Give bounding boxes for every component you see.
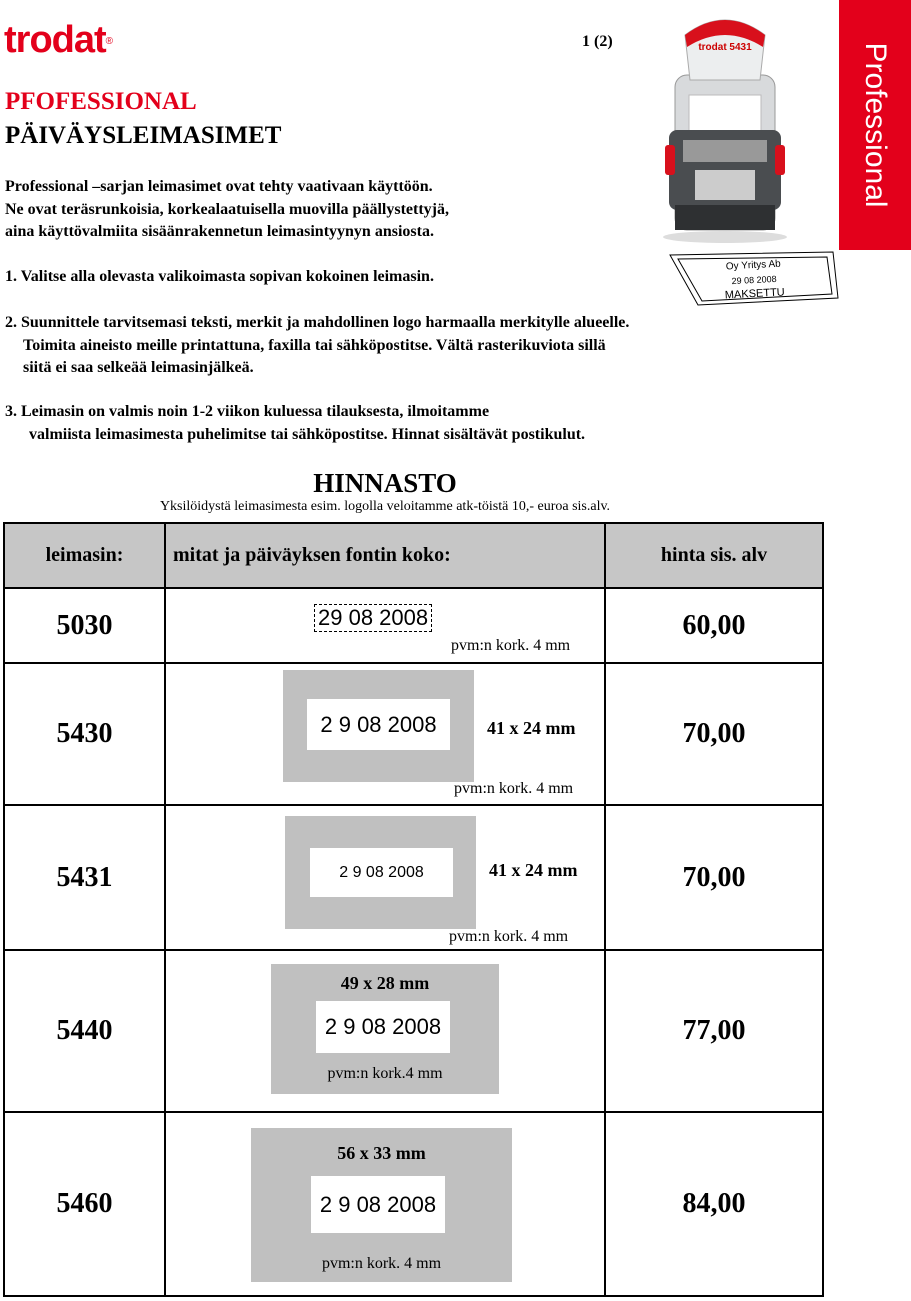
trodat-logo: trodat®	[4, 19, 114, 61]
date-sample: 2 9 08 2008	[310, 848, 453, 897]
model-code: 5460	[4, 1112, 165, 1296]
step-line: Toimita aineisto meille printattuna, faxilla tai sähköpostitse. Vältä rasterikuviota sillä	[23, 336, 606, 354]
professional-side-banner	[839, 0, 911, 250]
table-row	[4, 1112, 823, 1296]
stamp-dimensions: 49 x 28 mm	[340, 973, 430, 993]
step-line: 1. Valitse alla olevasta valikoimasta sopivan kokoinen leimasin.	[5, 268, 434, 285]
sample-date-line: 29 08 2008	[731, 273, 777, 287]
stamp-imprint-sample	[668, 250, 840, 308]
model-code: 5431	[4, 805, 165, 950]
font-height-note: pvm:n kork. 4 mm	[451, 637, 571, 654]
stamp-brand-text: trodat 5431	[698, 42, 752, 53]
intro-line: Professional –sarjan leimasimet ovat tehty vaativaan käyttöön.	[5, 178, 433, 195]
step-line: 2. Suunnittele tarvitsemasi teksti, merkit ja mahdollinen logo harmaalla merkitylle alueelle.	[5, 314, 630, 331]
stamp-dimensions: 41 x 24 mm	[487, 718, 576, 738]
table-row	[4, 950, 823, 1112]
price-table	[3, 522, 824, 1297]
table-row	[4, 805, 823, 950]
dimension-cell	[165, 588, 605, 663]
imprint-area	[283, 670, 474, 782]
price-value: 70,00	[605, 805, 823, 950]
model-code: 5440	[4, 950, 165, 1112]
step-1	[5, 266, 434, 289]
intro-line: aina käyttövalmiita sisäänrakennetun leimasintyynyn ansiosta.	[5, 223, 434, 240]
sample-company-line: Oy Yritys Ab	[725, 258, 781, 273]
column-header-dimensions: mitat ja päiväyksen fontin koko:	[165, 523, 605, 588]
model-code: 5430	[4, 663, 165, 805]
table-header-row	[4, 523, 823, 588]
intro-paragraph	[5, 176, 449, 244]
dimension-cell	[165, 805, 605, 950]
heading-professional: PFOFESSIONAL	[5, 88, 197, 115]
table-row	[4, 663, 823, 805]
price-value: 60,00	[605, 588, 823, 663]
price-value: 70,00	[605, 663, 823, 805]
date-sample: 2 9 08 2008	[307, 699, 450, 750]
date-sample: 2 9 08 2008	[311, 1176, 445, 1233]
font-height-note: pvm:n kork.4 mm	[327, 1065, 443, 1082]
stamp-dimensions: 56 x 33 mm	[337, 1143, 426, 1163]
price-value: 84,00	[605, 1112, 823, 1296]
step-3	[5, 401, 585, 446]
pricelist-title: HINNASTO	[313, 468, 457, 498]
price-value: 77,00	[605, 950, 823, 1112]
imprint-area	[271, 964, 499, 1094]
date-sample: 2 9 08 2008	[316, 1001, 450, 1053]
column-header-model: leimasin:	[4, 523, 165, 588]
stamp-dimensions: 41 x 24 mm	[489, 860, 578, 880]
imprint-area	[285, 816, 476, 929]
step-2	[5, 312, 629, 380]
stamp-product-image	[655, 5, 795, 245]
imprint-area	[251, 1128, 512, 1282]
intro-line: Ne ovat teräsrunkoisia, korkealaatuisella muovilla päällystettyjä,	[5, 200, 449, 218]
step-line: siitä ei saa selkeää leimasinjälkeä.	[23, 359, 254, 376]
step-line: valmiista leimasimesta puhelimitse tai sähköpostitse. Hinnat sisältävät postikulut.	[29, 425, 586, 443]
side-banner-label: Professional	[859, 42, 892, 208]
font-height-note: pvm:n kork. 4 mm	[321, 1255, 442, 1272]
pricelist-subtitle: Yksilöidystä leimasimesta esim. logolla veloitamme atk-töistä 10,- euroa sis.alv.	[159, 499, 611, 514]
font-height-note: pvm:n kork. 4 mm	[449, 928, 569, 945]
table-row	[4, 588, 823, 663]
dimension-cell	[165, 663, 605, 805]
font-height-note: pvm:n kork. 4 mm	[454, 780, 574, 797]
dimension-cell	[165, 950, 605, 1112]
model-code: 5030	[4, 588, 165, 663]
column-header-price: hinta sis. alv	[605, 523, 823, 588]
dimension-cell	[165, 1112, 605, 1296]
page-number: 1 (2)	[582, 33, 613, 50]
sample-paid-line: MAKSETTU	[724, 286, 786, 302]
date-sample: 29 08 2008	[314, 604, 432, 632]
heading-date-stamps: PÄIVÄYSLEIMASIMET	[5, 122, 282, 149]
step-line: 3. Leimasin on valmis noin 1-2 viikon kuluessa tilauksesta, ilmoitamme	[5, 403, 490, 420]
